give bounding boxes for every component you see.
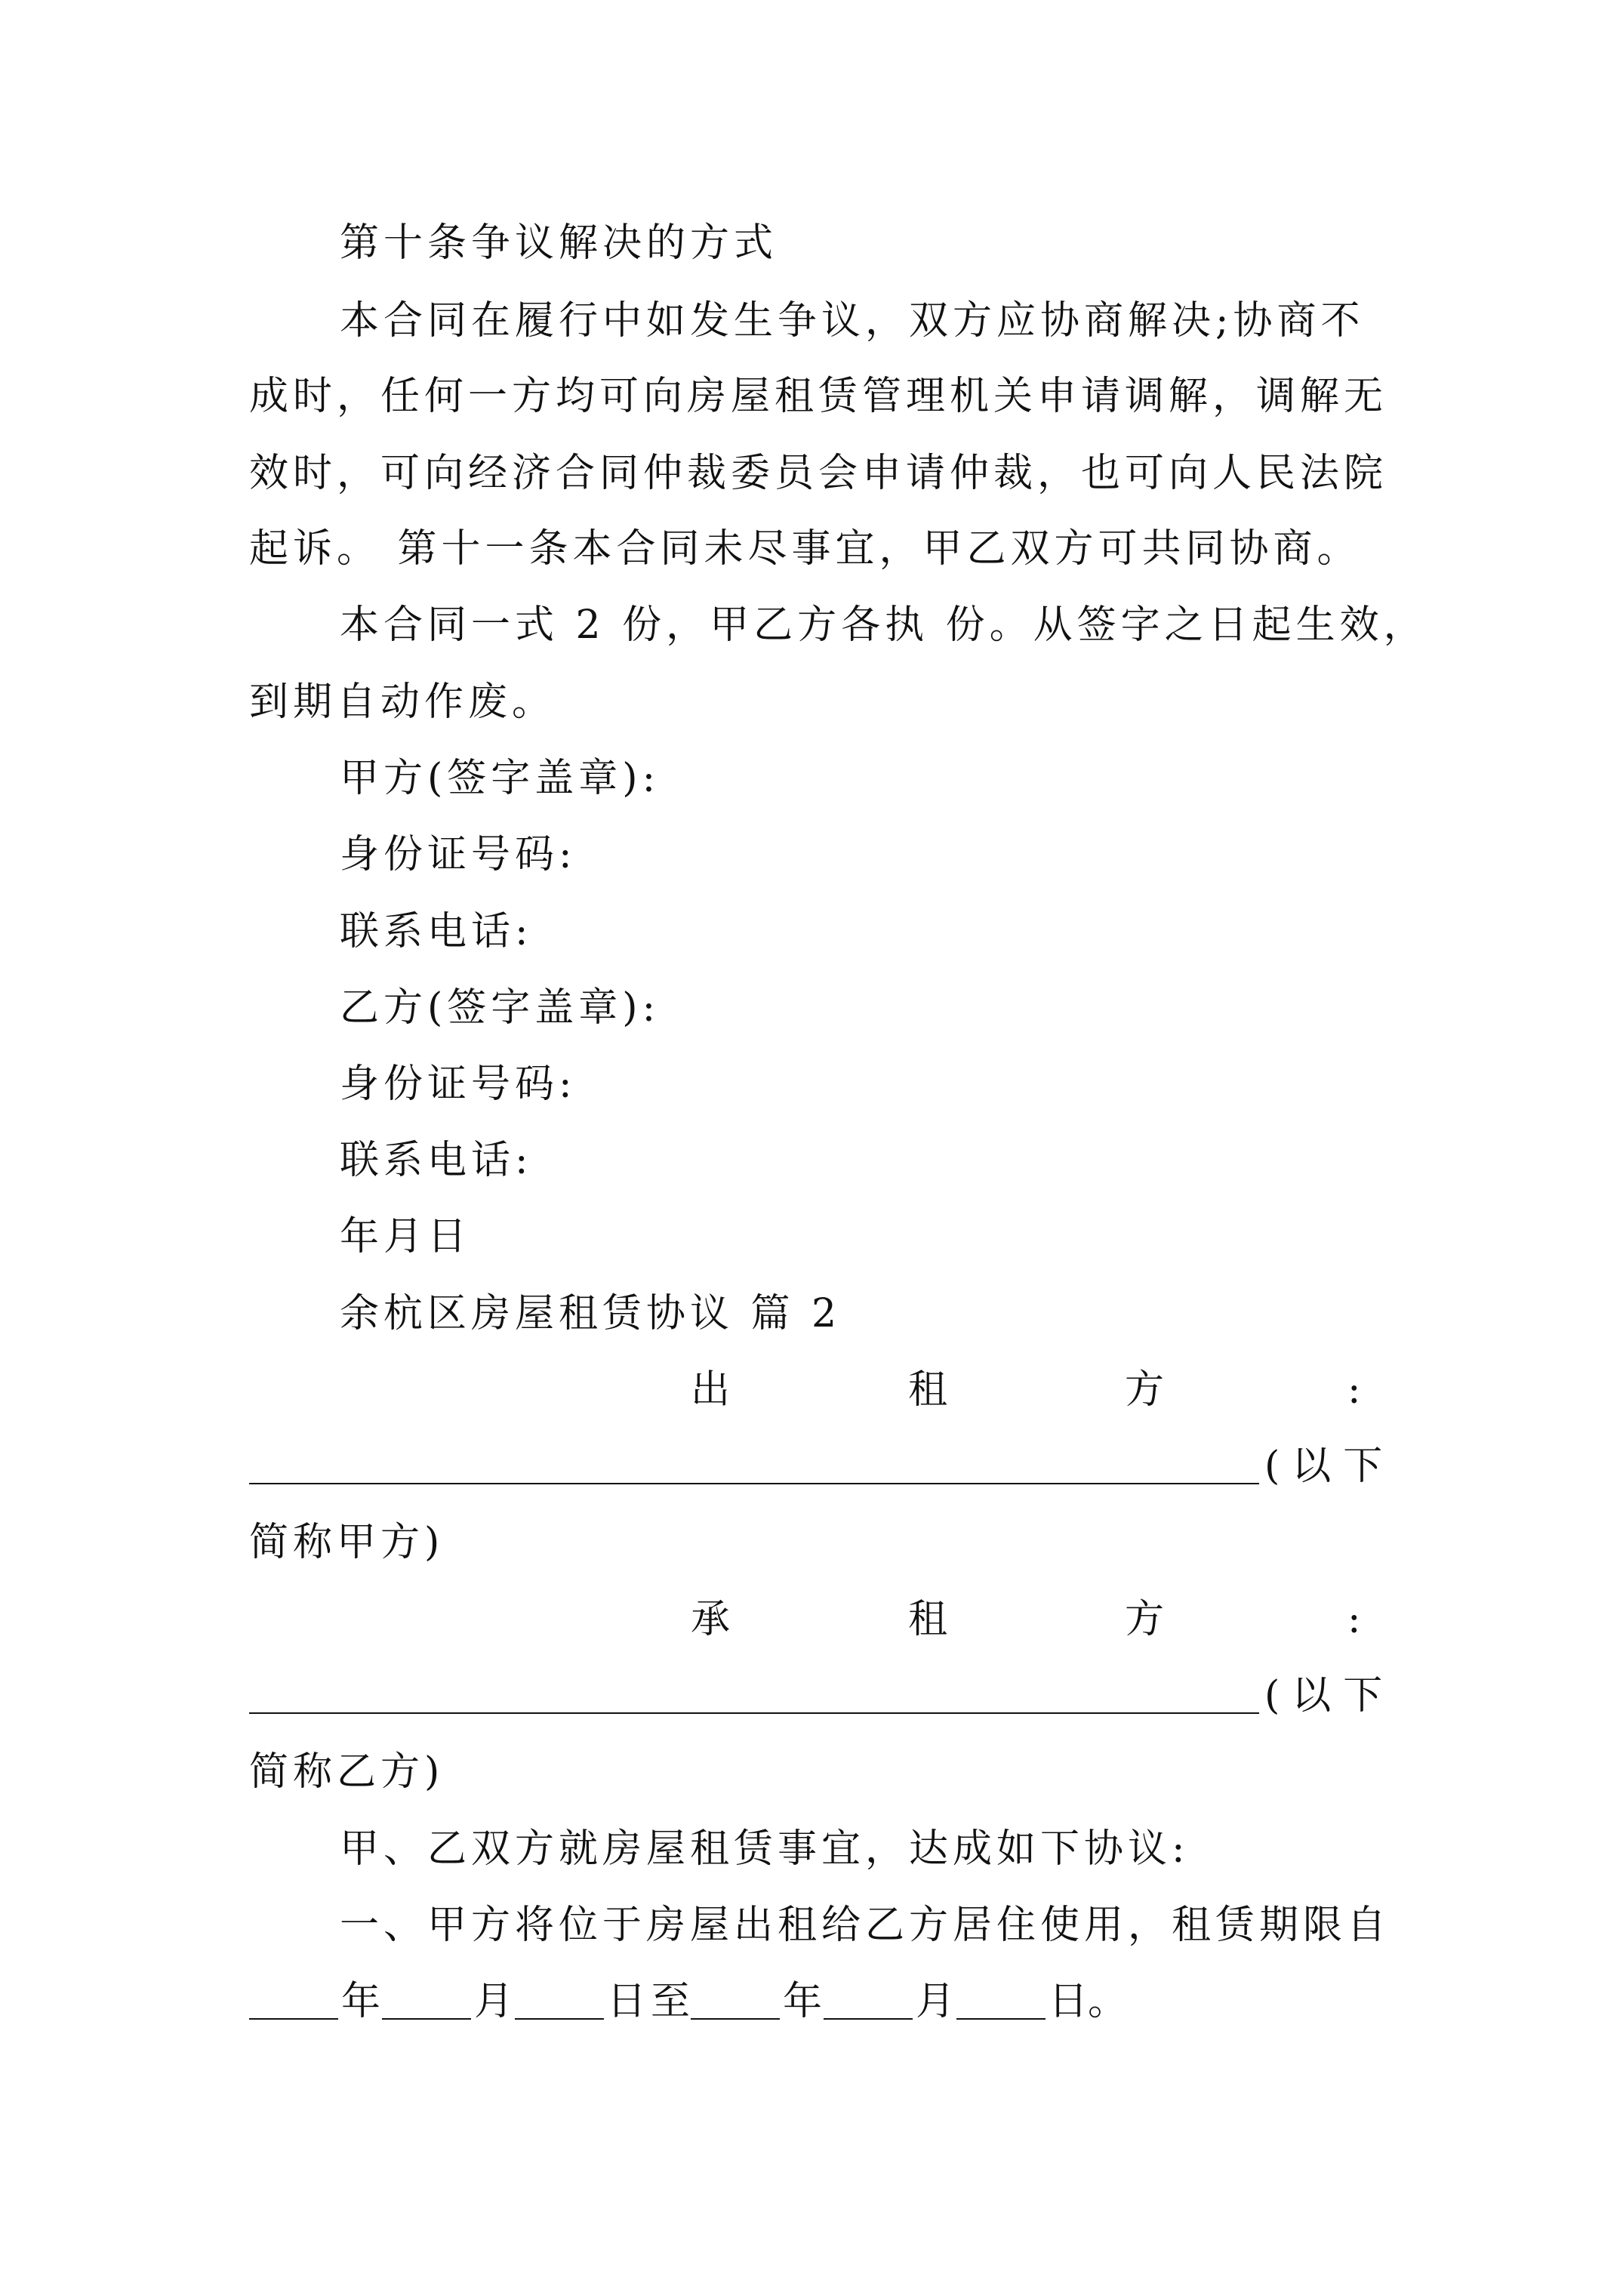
- date-part: 年: [783, 1979, 823, 2024]
- lessor-abbreviation: 简称甲方): [249, 1520, 445, 1565]
- paragraph-line: 本合同在履行中如发生争议，双方应协商解决;协商不: [340, 298, 1365, 344]
- paragraph-line: 本合同一式 2 份，甲乙方各执 份。从签字之日起生效，: [340, 603, 1427, 648]
- party-b-phone-label: 联系电话:: [340, 1138, 533, 1183]
- agreement-title: 余杭区房屋租赁协议 篇 2: [340, 1291, 842, 1336]
- party-a-phone-label: 联系电话:: [340, 909, 533, 954]
- date-label: 年月日: [340, 1214, 472, 1259]
- start-month-blank: [382, 2018, 471, 2020]
- end-year-blank: [691, 2018, 780, 2020]
- paragraph-line: 成时，任何一方均可向房屋租赁管理机关申请调解，调解无: [249, 374, 1388, 419]
- party-b-id-label: 身份证号码:: [340, 1062, 577, 1107]
- lessee-char: 承: [691, 1597, 731, 1642]
- lessee-blank-row: [249, 1673, 1395, 1718]
- paragraph-line: 甲、乙双方就房屋租赁事宜，达成如下协议:: [340, 1826, 1190, 1872]
- lessee-char: 方: [1125, 1597, 1165, 1642]
- lessor-name-blank: [249, 1483, 1259, 1484]
- start-day-blank: [515, 2018, 604, 2020]
- date-part: 年: [341, 1979, 381, 2024]
- paragraph-line: 效时，可向经济合同仲裁委员会申请仲裁，也可向人民法院: [249, 451, 1388, 496]
- lessee-name-blank: [249, 1712, 1259, 1714]
- start-year-blank: [249, 2018, 338, 2020]
- lessee-abbreviation: 简称乙方): [249, 1749, 445, 1795]
- section-heading-dispute: 第十条争议解决的方式: [340, 220, 778, 266]
- lessor-blank-row: [249, 1444, 1395, 1489]
- date-part: 月: [916, 1979, 956, 2024]
- lessor-tail: (以下: [1264, 1444, 1395, 1489]
- lessee-char: 租: [908, 1597, 948, 1642]
- party-a-signature-label: 甲方(签字盖章):: [340, 756, 661, 801]
- lessee-char: :: [1347, 1597, 1361, 1642]
- date-part: 月: [474, 1979, 514, 2024]
- paragraph-line: 一、甲方将位于房屋出租给乙方居住使用，租赁期限自: [340, 1903, 1391, 1948]
- date-part: 日。: [1049, 1979, 1128, 2024]
- lessor-char: 方: [1125, 1367, 1165, 1413]
- lease-term-date-row: [249, 1979, 1389, 2024]
- end-day-blank: [956, 2018, 1046, 2020]
- paragraph-line: 起诉。 第十一条本合同未尽事宜，甲乙双方可共同协商。: [249, 526, 1361, 572]
- party-a-id-label: 身份证号码:: [340, 832, 577, 877]
- lessor-char: 出: [691, 1367, 731, 1413]
- party-b-signature-label: 乙方(签字盖章):: [340, 985, 661, 1031]
- end-month-blank: [824, 2018, 913, 2020]
- lessor-char: :: [1347, 1367, 1361, 1413]
- lessee-tail: (以下: [1264, 1673, 1395, 1718]
- date-part: 日至: [607, 1979, 695, 2024]
- paragraph-line: 到期自动作废。: [249, 680, 556, 725]
- lessor-char: 租: [908, 1367, 948, 1413]
